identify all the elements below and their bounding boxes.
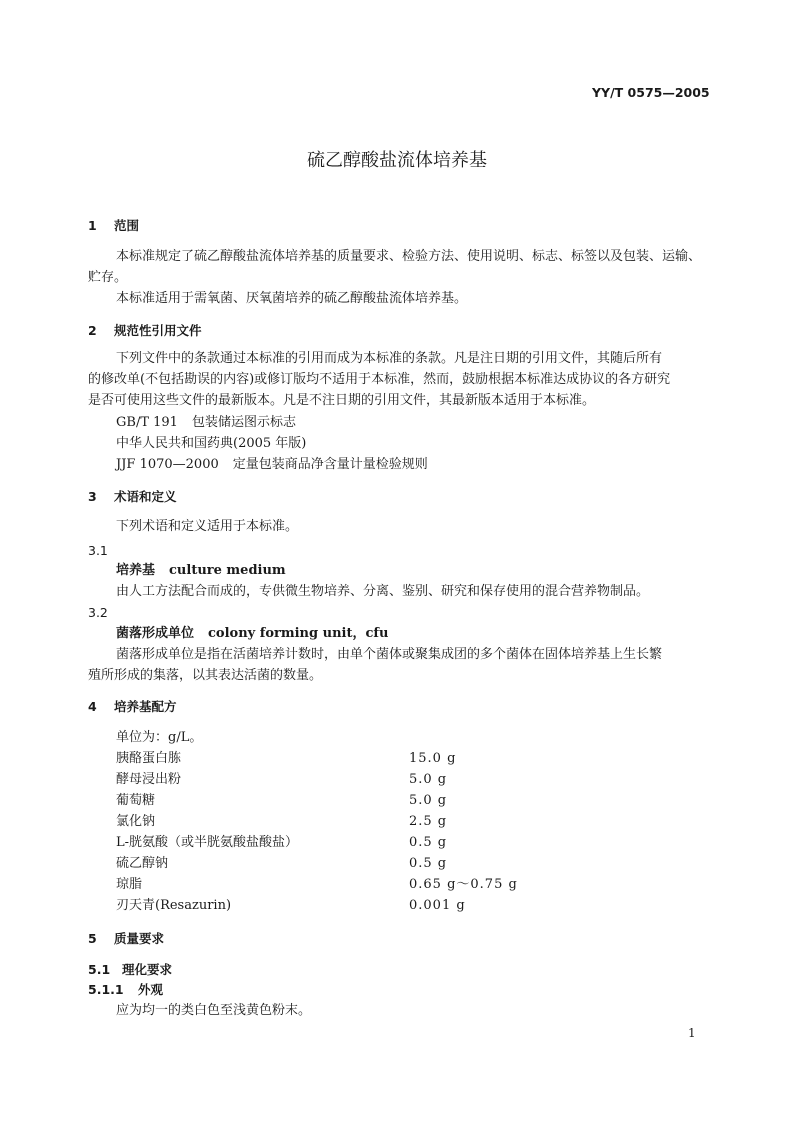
section-title: 质量要求: [114, 931, 165, 946]
ingredient-name: 酵母浸出粉: [116, 772, 182, 787]
reference-code: GB/T 191: [116, 415, 178, 430]
ingredient-name: 刃天青(Resazurin): [116, 898, 232, 913]
paragraph-line: 应为均一的类白色至浅黄色粉末。: [116, 1003, 312, 1018]
term-heading: [116, 560, 286, 581]
ingredient-name: 胰酪蛋白胨: [116, 751, 182, 766]
term-heading: [116, 623, 388, 644]
ingredient-value: 0.001 g: [409, 898, 466, 913]
paragraph-line: 下列文件中的条款通过本标准的引用而成为本标准的条款。凡是注日期的引用文件，其随后所有: [116, 351, 663, 366]
paragraph-line: 本标准适用于需氧菌、厌氧菌培养的硫乙醇酸盐流体培养基。: [116, 291, 468, 306]
section-2-heading: [88, 320, 202, 341]
term-number: 3.2: [88, 605, 108, 620]
section-number: 5.1.1: [88, 982, 124, 997]
term-english: colony forming unit，cfu: [208, 626, 389, 641]
ingredient-name: 琼脂: [116, 877, 143, 892]
section-1-paragraph-2: [88, 288, 704, 309]
paragraph-line: 贮存。: [88, 270, 128, 285]
section-5-heading: [88, 928, 164, 949]
ingredient-value: 0.5 g: [409, 856, 448, 871]
reference-item: [116, 454, 428, 475]
section-number: 1: [88, 218, 97, 233]
paragraph-line: 本标准规定了硫乙醇酸盐流体培养基的质量要求、检验方法、使用说明、标志、标签以及包装、运输、: [116, 249, 702, 264]
reference-code: 中华人民共和国药典(2005 年版): [116, 436, 307, 451]
ingredient-value: 15.0 g: [409, 751, 457, 766]
term-definition: [88, 644, 704, 686]
section-number: 3: [88, 489, 97, 504]
paragraph-line: 由人工方法配合而成的，专供微生物培养、分离、鉴别、研究和保存使用的混合营养物制品。: [116, 584, 650, 599]
section-title: 范围: [114, 218, 140, 233]
paragraph-line: 是否可使用这些文件的最新版本。凡是不注日期的引用文件，其最新版本适用于本标准。: [88, 393, 596, 408]
section-2-paragraph-1: [88, 348, 704, 411]
document-title: 硫乙醇酸盐流体培养基: [307, 150, 487, 171]
reference-code: JJF 1070—2000: [116, 457, 219, 472]
subsection-5-1-heading: [88, 959, 172, 980]
section-1-heading: [88, 215, 139, 236]
ingredient-name: 葡萄糖: [116, 793, 156, 808]
section-title: 规范性引用文件: [114, 323, 202, 338]
ingredient-value: 0.5 g: [409, 835, 448, 850]
unit-label: 单位为：g/L。: [116, 730, 203, 745]
ingredient-value: 5.0 g: [409, 793, 448, 808]
paragraph-line: 下列术语和定义适用于本标准。: [116, 519, 299, 534]
section-title: 培养基配方: [114, 699, 177, 714]
reference-item: [116, 412, 296, 433]
paragraph-line: 的修改单(不包括勘误的内容)或修订版均不适用于本标准，然而，鼓励根据本标准达成协议的各方研究: [88, 372, 671, 387]
section-3-intro: [88, 516, 704, 537]
term-definition: [88, 581, 704, 602]
ingredient-name: 氯化钠: [116, 814, 156, 829]
section-title: 理化要求: [122, 962, 173, 977]
ingredient-value: 0.65 g～0.75 g: [409, 877, 518, 892]
paragraph-line: 菌落形成单位是指在活菌培养计数时，由单个菌体或聚集成团的多个菌体在固体培养基上生长繁: [116, 647, 663, 662]
section-number: 5: [88, 931, 97, 946]
section-4-heading: [88, 696, 177, 717]
section-number: 2: [88, 323, 97, 338]
reference-name: 包装储运图示标志: [191, 415, 296, 430]
section-number: 5.1: [88, 962, 111, 977]
paragraph-line: 殖所形成的集落，以其表达活菌的数量。: [88, 668, 323, 683]
ingredient-name: 硫乙醇钠: [116, 856, 169, 871]
subsection-5-1-1-heading: [88, 979, 163, 1000]
subsection-5-1-1-text: [88, 1000, 704, 1021]
section-title: 外观: [138, 982, 164, 997]
section-3-heading: [88, 486, 177, 507]
term-number: 3.1: [88, 543, 108, 558]
section-number: 4: [88, 699, 97, 714]
ingredient-value: 2.5 g: [409, 814, 448, 829]
term-english: culture medium: [169, 563, 286, 578]
ingredient-name: L-胱氨酸（或半胱氨酸盐酸盐）: [116, 835, 299, 850]
reference-item: [116, 433, 306, 454]
ingredient-value: 5.0 g: [409, 772, 448, 787]
standard-code: YY/T 0575—2005: [592, 85, 710, 100]
section-1-paragraph-1: [88, 246, 704, 288]
section-title: 术语和定义: [114, 489, 177, 504]
page-number: 1: [688, 1026, 696, 1040]
reference-name: 定量包装商品净含量计量检验规则: [232, 457, 428, 472]
term-chinese: 菌落形成单位: [116, 626, 195, 641]
term-chinese: 培养基: [116, 563, 156, 578]
